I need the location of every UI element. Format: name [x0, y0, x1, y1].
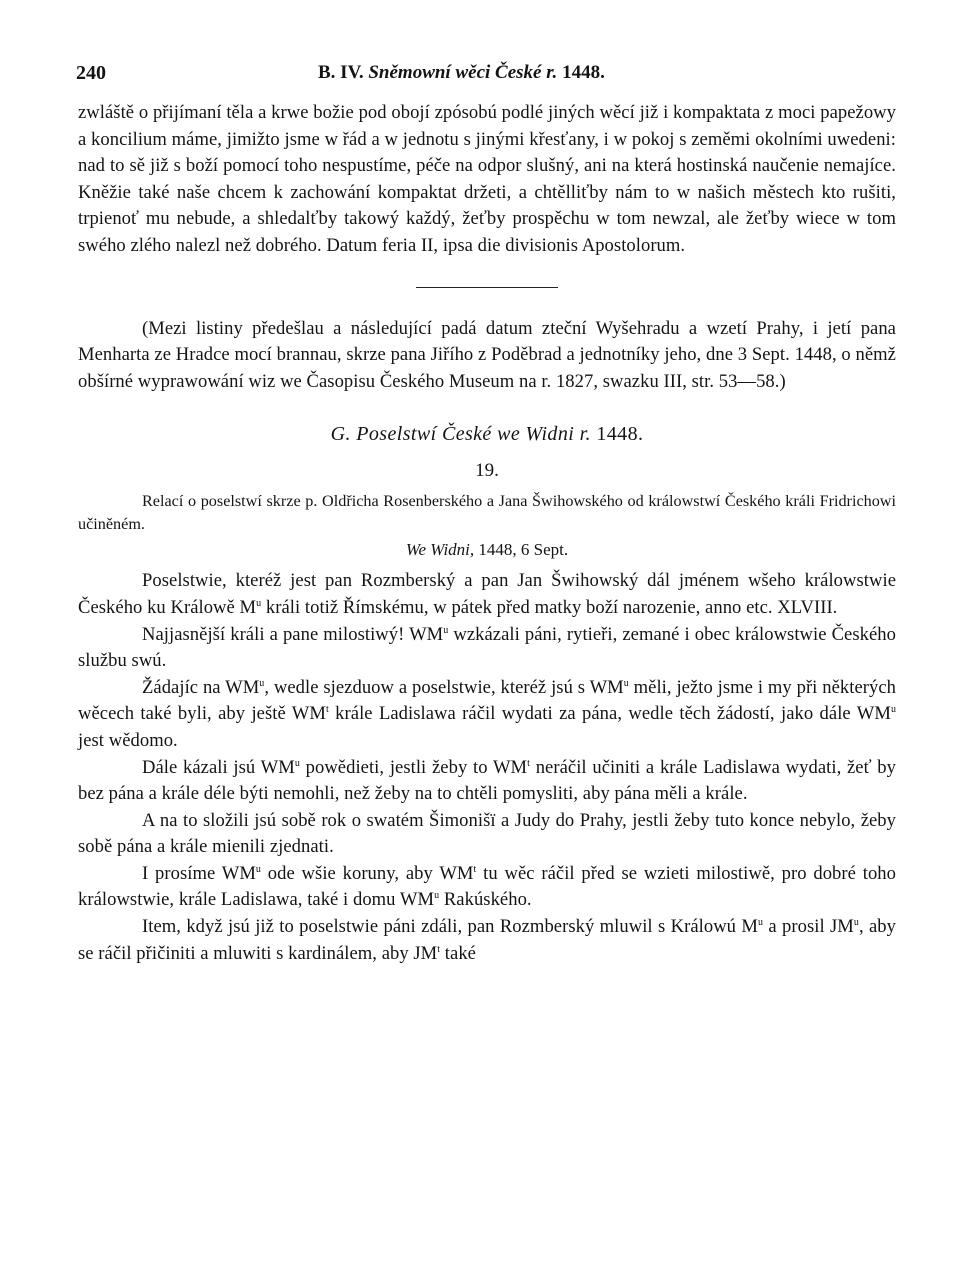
superscript: t	[437, 943, 441, 955]
text-run: I prosíme WM	[142, 862, 256, 884]
superscript: u	[623, 677, 629, 689]
date-place: We Widni,	[405, 540, 475, 560]
paragraph-4	[78, 755, 896, 808]
superscript: t	[527, 757, 530, 769]
text-run: powědieti, jestli žeby to WM	[299, 756, 528, 778]
paragraph-1	[78, 568, 896, 621]
section-divider	[416, 287, 558, 288]
superscript: u	[256, 597, 262, 609]
text-run: také	[440, 942, 476, 964]
section-year: 1448.	[596, 423, 644, 446]
running-year: 1448.	[562, 62, 605, 83]
section-heading	[78, 423, 896, 446]
paragraph-2	[78, 622, 896, 675]
running-title-text: Sněmowní wěci České r.	[368, 62, 558, 83]
document-number: 19.	[475, 460, 499, 482]
document-date	[78, 540, 896, 560]
text-run: Rakúského.	[439, 889, 532, 911]
text-run: Dále kázali jsú WM	[142, 756, 295, 778]
superscript: u	[853, 916, 859, 928]
text-run: Item, když jsú již to poselstwie páni zdáli, pan Rozmberský mluwil s Králowú M	[142, 916, 758, 938]
superscript: u	[259, 677, 265, 689]
running-header	[78, 62, 896, 92]
superscript: u	[890, 704, 896, 716]
superscript: u	[757, 916, 764, 928]
superscript: u	[434, 890, 440, 902]
page	[78, 62, 896, 967]
paragraph-6	[78, 861, 896, 914]
text-run: , wedle sjezduow a poselstwie, kteréž jsú s WM	[264, 676, 624, 698]
text-run: Najjasnější králi a pane milostiwý! WM	[142, 623, 444, 645]
text-run: , aby se ráčil přičiniti a mluwiti s kardinálem, aby JM	[78, 916, 896, 964]
section-letter: G.	[330, 423, 351, 446]
superscript: u	[443, 624, 449, 636]
text-run: neráčil učiniti a krále Ladislawa wydati, žeť by bez pána a krále déle býti nemohli, než žeby na to chtěli pomysliti, aby pána měli a krále.	[78, 756, 896, 805]
text-run: jest wědomo.	[78, 729, 178, 751]
text-run: krále Ladislawa ráčil wydati za pána, wedle těch žádostí, jako dále WM	[328, 703, 891, 725]
running-prefix: B. IV.	[318, 62, 364, 83]
text-run: králi totiž Římskému, w pátek před matky boží narozenie, anno etc. XLVIII.	[261, 596, 838, 618]
superscript: t	[325, 704, 329, 716]
text-run: ode wšie koruny, aby WM	[260, 862, 474, 884]
text-run: Poselstwie, kteréž jest pan Rozmberský a pan Jan Šwihowský dál jménem wšeho králowstwie Českého ku Králowě M	[78, 570, 896, 618]
date-text: 1448, 6 Sept.	[478, 540, 569, 560]
paragraph-7	[78, 914, 896, 967]
superscript: u	[255, 863, 261, 875]
continued-paragraph: zwláště o přijímaní těla a krwe božie pod obojí zpósobú podlé jiných wěcí již i kompaktata z moci papežowy a koncilium máme, jimižto jsme w řád a w jednotu s jinými křesťany, i w pokoj s zeměmi okolními uwedeni: nad to sě již s boží pomocí toho nespustíme, péče na odpor slušný, ani na která hostinská naučenie nemajíce. Kněžie také naše chcem k zachowání kompaktat držeti, a chtělliťby nám to w našich městech kto rušiti, trpienoť mu nebude, a shledalťby takowý každý, žeťby prospěchu w tom newzal, ale žeťby wiece w tom swého zlého nalezl než dobrého. Datum feria II, ipsa die divisionis Apostolorum.	[78, 102, 896, 256]
superscript: t	[473, 863, 477, 875]
text-run: wzkázali páni, rytieři, zemané i obec králowstwie Českého službu swú.	[78, 623, 896, 672]
page-number: 240	[76, 62, 106, 84]
paragraph-3	[78, 675, 896, 755]
superscript: u	[294, 757, 300, 769]
editorial-note: (Mezi listiny předešlau a následující padá datum zteční Wyšehradu a wzetí Prahy, i jetí pana Menharta ze Hradce mocí brannau, skrze pana Jiřího z Poděbrad a jednotníky jeho, dne 3 Sept. 1448, o němž obšírné wyprawowání wiz we Časopisu Českého Museum na r. 1827, swazku III, str. 53—58.)	[78, 317, 896, 392]
text-run: tu wěc ráčil před se wzieti milostiwě, pro dobré toho králowstwie, krále Ladislawa, také i domu WM	[78, 862, 896, 911]
section-title: Poselstwí České we Widni r.	[356, 423, 591, 446]
running-title	[318, 62, 605, 84]
document-summary: Relací o poselstwí skrze p. Oldřicha Rosenberského a Jana Šwihowského od králowstwí Českého králi Fridrichowi učiněném.	[78, 492, 896, 534]
text-run: měli, ježto jsme i my při některých wěcech také byli, aby ještě WM	[78, 676, 896, 725]
text-run: Žádajíc na WM	[142, 676, 260, 698]
text-run: a prosil JM	[763, 916, 854, 938]
paragraph-5: A na to složili jsú sobě rok o swatém Šimonišï a Judy do Prahy, jestli žeby tuto konce nebylo, žeby sobě pána a krále mienili zjednati.	[78, 809, 896, 858]
